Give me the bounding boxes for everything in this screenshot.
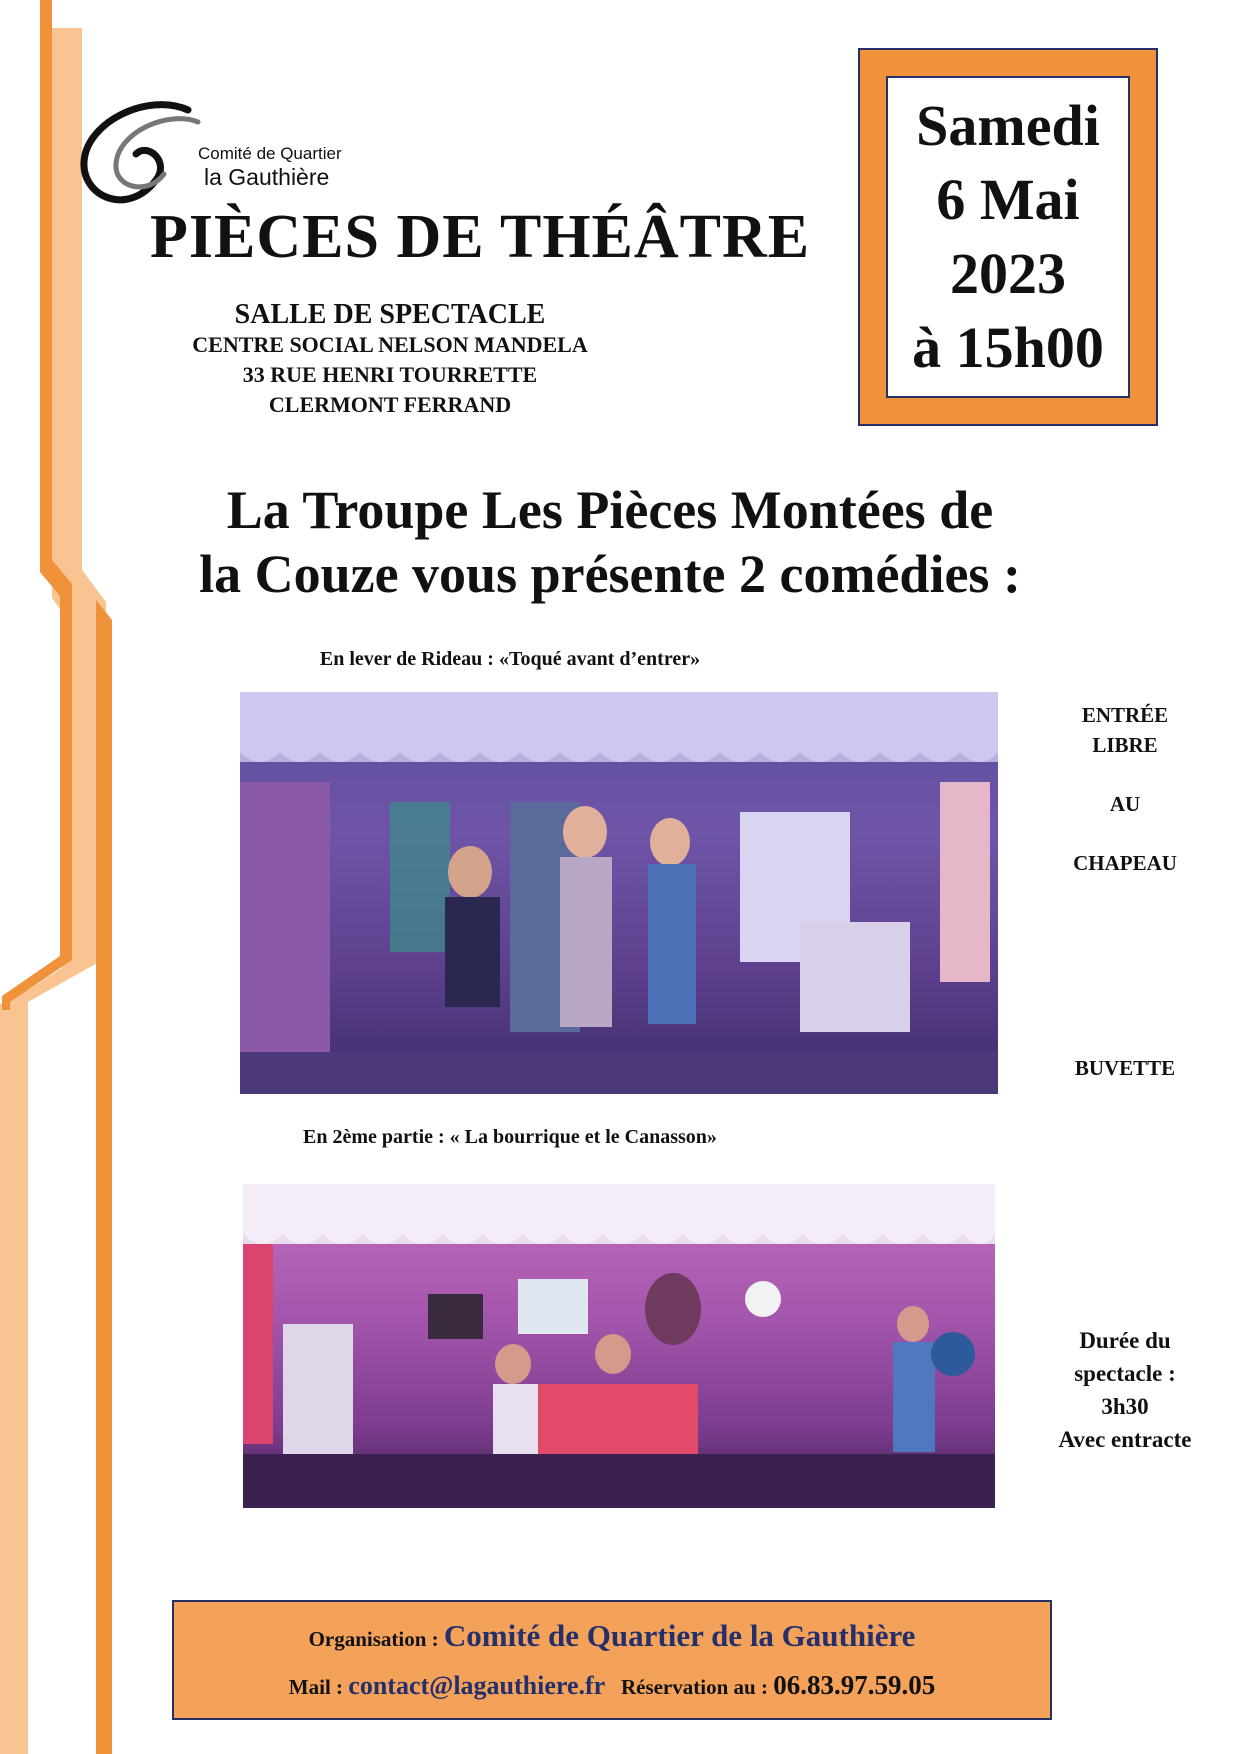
phone-number[interactable]: 06.83.97.59.05 xyxy=(773,1670,936,1700)
date-time: à 15h00 xyxy=(912,315,1104,380)
date-day: Samedi xyxy=(916,93,1100,158)
footer-row-contact xyxy=(174,1670,1050,1701)
mail-link[interactable]: contact@lagauthiere.fr xyxy=(348,1671,606,1700)
entry-chapeau: CHAPEAU xyxy=(1073,851,1177,875)
venue-hall: SALLE DE SPECTACLE xyxy=(234,299,546,330)
entry-info xyxy=(1040,700,1210,878)
stage-scene-1 xyxy=(240,692,998,1094)
venue-street: 33 RUE HENRI TOURRETTE xyxy=(242,362,538,387)
stage-scene-2 xyxy=(243,1184,995,1508)
headline-line-1: La Troupe Les Pièces Montées de xyxy=(226,480,994,540)
duration-line-2: spectacle : xyxy=(1074,1361,1176,1386)
headline-line-2: la Couze vous présente 2 comédies : xyxy=(199,544,1021,604)
mail-label: Mail : xyxy=(288,1675,349,1699)
stage-photo-2 xyxy=(243,1184,995,1508)
duration-line-3: 3h30 xyxy=(1101,1394,1149,1419)
date-year: 2023 xyxy=(950,241,1066,306)
date-box xyxy=(858,48,1158,426)
org-label: Organisation : xyxy=(308,1627,444,1651)
footer-row-organisation xyxy=(174,1618,1050,1654)
date-inner xyxy=(886,76,1130,398)
left-decoration xyxy=(0,0,140,1754)
duration-line-1: Durée du xyxy=(1079,1328,1171,1353)
venue-address xyxy=(150,300,630,420)
headline xyxy=(90,478,1130,606)
venue-center: CENTRE SOCIAL NELSON MANDELA xyxy=(192,332,588,357)
duration-line-4: Avec entracte xyxy=(1058,1427,1192,1452)
part2-caption: En 2ème partie : « La bourrique et le Canasson» xyxy=(303,1126,717,1148)
venue-city: CLERMONT FERRAND xyxy=(268,392,512,417)
stage-photo-1 xyxy=(240,692,998,1094)
entry-line-2: LIBRE xyxy=(1092,733,1158,757)
duration-info xyxy=(1020,1324,1230,1456)
logo-line-1: Comité de Quartier xyxy=(198,144,342,163)
buvette-label: BUVETTE xyxy=(1074,1056,1176,1080)
reservation-label: Réservation au : xyxy=(605,1675,774,1699)
part1-caption: En lever de Rideau : «Toqué avant d’entrer» xyxy=(319,648,701,670)
logo-line-2: la Gauthière xyxy=(204,164,330,190)
org-name: Comité de Quartier de la Gauthière xyxy=(443,1618,916,1653)
entry-line-1: ENTRÉE xyxy=(1081,703,1169,727)
page-title: PIÈCES DE THÉÂTRE xyxy=(150,203,811,271)
date-month: 6 Mai xyxy=(936,167,1080,232)
organisation-footer xyxy=(172,1600,1052,1720)
entry-au: AU xyxy=(1109,792,1141,816)
